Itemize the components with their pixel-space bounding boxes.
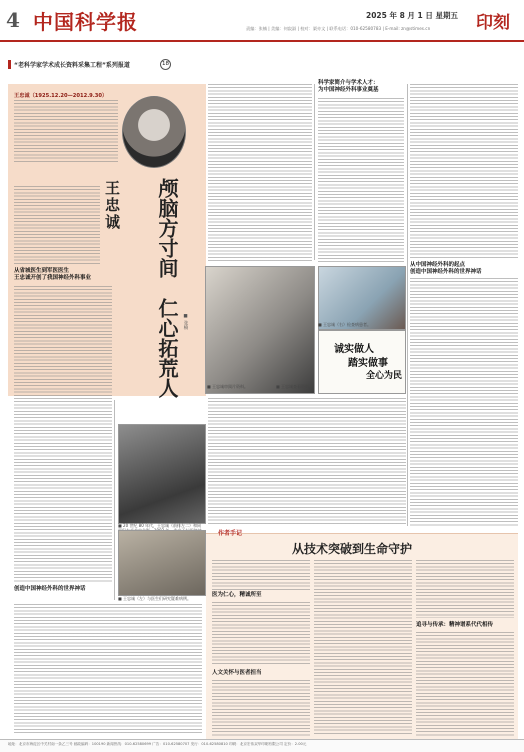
photo-case-discussion (118, 530, 206, 596)
series-number: 18 (160, 59, 171, 70)
page-number: 4 (6, 8, 20, 32)
body-text-block (212, 602, 310, 666)
byline: ■ 张楠 (183, 314, 188, 330)
subhead: 创造中国神经外科的世界神话 (14, 586, 86, 592)
body-text-block (212, 560, 310, 590)
calligraphy-line: 踏实做事 (348, 358, 388, 369)
article-headline: 颅脑方寸间 仁心拓荒人 (155, 178, 179, 398)
photo-surgery-team (118, 424, 206, 524)
photo-xray-review (205, 266, 315, 394)
subject-name: 王忠诚 (103, 180, 121, 231)
subhead: 医为仁心，精诚所至 (212, 592, 262, 598)
editor-contact-line: 责编：张楠 | 美编：何寂淑 | 校对：栗亦文 | 联系电话：010-62580783 | E-mail: zn@stimes.cn (246, 26, 431, 31)
body-text-block (212, 680, 310, 736)
body-text-block (416, 560, 514, 618)
column-divider (114, 400, 115, 600)
portrait-photo (122, 96, 186, 168)
subhead: 从省城医生到军医医生 王忠诚开创了我国神经外科事业 (14, 268, 92, 281)
footer-text: 地址：北京市海淀区中关村南一条乙三号 邮政编码：100190 新闻热线：010-62580699 广告：010-62580707 发行：010-62580810 印刷：北京宏伟双华印刷有限公司 定价：2.00元 (8, 742, 307, 746)
intro-heading: 王忠诚（1925.12.20—2012.9.30） (14, 93, 108, 99)
photo-caption: ■ 王忠诚（左）与医生们研究疑难病例。 (118, 596, 192, 601)
photo-caption: ■ 王忠诚（右）检查病患者。 (318, 322, 372, 327)
intro-text-block (14, 100, 118, 164)
body-text-block (314, 560, 412, 736)
body-text-block (416, 632, 514, 736)
author-note-tag: 作者手记 (218, 530, 243, 537)
author-note-title: 从技术突破到生命守护 (292, 542, 413, 556)
issue-date: 2025 年 8 月 1 日 星期五 (366, 11, 458, 20)
section-title: 印刻 (476, 13, 510, 33)
body-text-block (208, 398, 406, 526)
series-title: “老科学家学术成长资料采集工程”系列报道 (14, 62, 130, 69)
column-divider (314, 84, 315, 260)
subhead: 追寻与传承：精神谱系代代相传 (416, 622, 494, 628)
newspaper-logo: 中国科学报 (33, 10, 138, 34)
body-text-block (318, 98, 404, 262)
photo-caption: ■ 王忠诚审阅片资料。 (207, 384, 249, 389)
body-text-block (14, 286, 112, 582)
subhead: 科学家简介与学术人才： 为中国神经外科事业奠基 (318, 80, 379, 93)
calligraphy-line: 诚实做人 (334, 344, 374, 355)
calligraphy-line: 全心为民 (366, 371, 403, 381)
subhead: 人文关怀与医者担当 (212, 670, 262, 676)
photo-patient-exam (318, 266, 406, 330)
column-divider (407, 84, 408, 526)
body-text-block (14, 604, 202, 734)
body-text-block (410, 278, 518, 526)
body-text-block (14, 186, 100, 264)
subhead: 从中国神经外科的起点 创造中国神经外科的世界神话 (410, 262, 482, 275)
photo-caption: ■ 王忠诚查看资料。 (276, 384, 314, 389)
series-marker (8, 60, 11, 69)
body-text-block (208, 84, 312, 262)
body-text-block (410, 84, 518, 258)
photo-caption: ■ 20 世纪 80 年代，王忠诚（前排左二）和同 (118, 523, 202, 528)
